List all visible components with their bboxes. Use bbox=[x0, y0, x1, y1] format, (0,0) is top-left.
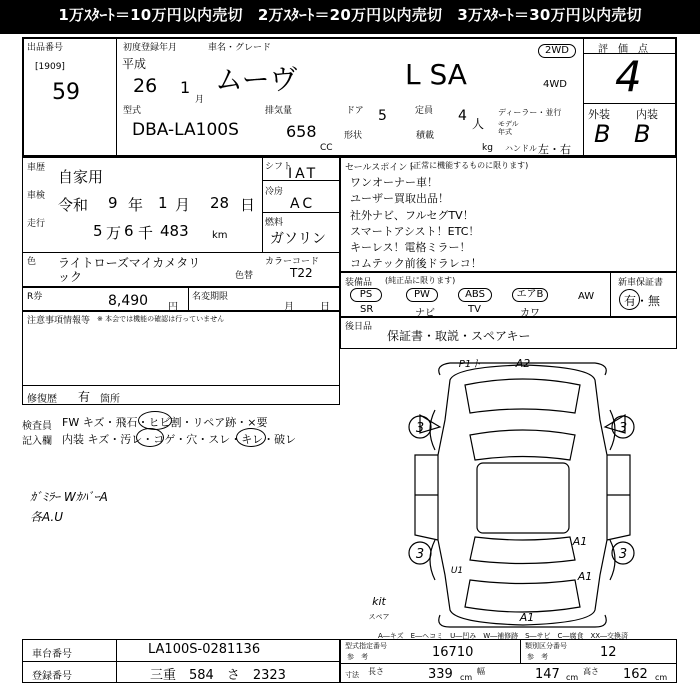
inspector-mark-scuff bbox=[236, 428, 266, 447]
meter-label: 名変期限 bbox=[192, 292, 229, 302]
recycle-unit: 円 bbox=[168, 302, 178, 313]
len-value: 339 bbox=[428, 667, 453, 682]
inspector-mark-dirt bbox=[136, 428, 164, 447]
meter-month-unit: 月 bbox=[284, 302, 294, 313]
color-value: ライトローズマイカメタリ ック bbox=[58, 256, 201, 284]
plate-label: 登録番号 bbox=[32, 671, 72, 682]
score-ext-label: 外装 bbox=[588, 108, 610, 121]
drive-4wd: 4WD bbox=[543, 79, 567, 90]
diag-c4: 3 bbox=[618, 547, 628, 562]
ac-label: 冷房 bbox=[265, 187, 284, 197]
fuel-label: 燃料 bbox=[265, 218, 284, 228]
diag-top-p: P1ト bbox=[458, 359, 482, 370]
lot-label: 出品番号 bbox=[27, 43, 64, 53]
drive-2wd: 2WD bbox=[538, 44, 576, 58]
diag-u-left: U1 bbox=[450, 566, 464, 576]
score-value: 4 bbox=[615, 52, 642, 101]
cat-ref: 参 考 bbox=[527, 653, 548, 661]
score-label: 評 価 点 bbox=[598, 44, 648, 55]
hei-label: 高さ bbox=[583, 667, 599, 676]
wid-unit: cm bbox=[566, 673, 579, 682]
model-value: DBA-LA100S bbox=[132, 120, 239, 140]
color-code-label: カラーコード bbox=[265, 257, 320, 267]
repair-value: 有 bbox=[78, 390, 91, 404]
diag-c2: 3 bbox=[618, 421, 628, 436]
meter-day-unit: 日 bbox=[320, 302, 330, 313]
chassis-label: 車台番号 bbox=[32, 649, 72, 660]
car-name-label: 車名・グレード bbox=[208, 43, 272, 53]
sales-point: コムテック前後ドラレコ！ bbox=[350, 257, 482, 271]
type-value: 16710 bbox=[432, 645, 474, 660]
plate-value: 三重 584 さ 2323 bbox=[150, 668, 286, 683]
inspection-day: 28 bbox=[210, 194, 230, 212]
mileage-p1: 5 bbox=[93, 222, 103, 240]
door-label: ドア bbox=[346, 106, 364, 116]
wid-value: 147 bbox=[535, 667, 560, 682]
mileage-p2: 6 bbox=[124, 222, 134, 240]
dealer-label: ディーラー・並行 bbox=[498, 108, 562, 117]
first-reg-year: 26 bbox=[133, 75, 158, 97]
mileage-p3: 483 bbox=[160, 222, 189, 240]
diag-c3: 3 bbox=[415, 547, 425, 562]
cat-value: 12 bbox=[600, 645, 617, 660]
warranty-value: 有・無 bbox=[624, 294, 661, 308]
diag-a-left: A1 bbox=[572, 535, 588, 548]
after-label: 後日品 bbox=[345, 322, 373, 332]
usage-value: 自家用 bbox=[58, 168, 104, 186]
cc-label: CC bbox=[320, 143, 333, 153]
equip-aw: AW bbox=[578, 291, 595, 302]
score-ext: B bbox=[594, 120, 611, 148]
cap-label: 定員 bbox=[415, 106, 434, 116]
color-label: 色 bbox=[27, 257, 37, 267]
score-int-label: 内装 bbox=[636, 108, 658, 121]
disp-label: 排気量 bbox=[265, 106, 293, 116]
shape-label: 形状 bbox=[344, 131, 363, 141]
hand-note-1: ｶﾞﾐﾗｰ WｶﾊﾞｰA bbox=[30, 490, 108, 504]
equip-pw: PW bbox=[406, 288, 438, 302]
first-reg-month: 1 bbox=[180, 78, 191, 97]
model-label: 型式 bbox=[123, 106, 142, 116]
sales-label: セールスポイント bbox=[345, 163, 417, 173]
handle-value: 左・右 bbox=[538, 143, 571, 156]
sales-point: ユーザー買取出品！ bbox=[350, 192, 449, 206]
score-int: B bbox=[634, 120, 651, 148]
equipment-label: 装備品 bbox=[345, 278, 373, 288]
repair-label: 修復歴 bbox=[27, 394, 57, 405]
car-damage-diagram bbox=[368, 355, 650, 630]
equip-navi: ナビ bbox=[415, 308, 435, 319]
recycle-label: R券 bbox=[27, 292, 43, 302]
load-label: 積載 bbox=[416, 131, 435, 141]
shift-value: IAT bbox=[288, 166, 319, 182]
disp-value: 658 bbox=[286, 122, 317, 141]
hei-value: 162 bbox=[623, 667, 648, 682]
inspection-label: 車検 bbox=[27, 191, 46, 201]
equip-airbag: エアB bbox=[512, 288, 548, 302]
sales-point: スマートアシスト！ETC！ bbox=[350, 224, 480, 238]
hei-unit: cm bbox=[655, 673, 668, 682]
equipment-sublabel: (純正品に限ります) bbox=[385, 276, 456, 285]
len-unit: cm bbox=[460, 673, 473, 682]
notes-label: 注意事項情報等 bbox=[27, 316, 91, 326]
sales-point: ワンオーナー車！ bbox=[350, 176, 438, 189]
usage-label: 車歴 bbox=[27, 163, 46, 173]
first-reg-month-unit: 月 bbox=[195, 95, 205, 105]
equip-tv: TV bbox=[468, 304, 481, 315]
car-grade: L SA bbox=[405, 58, 467, 91]
lot-tag: [1909] bbox=[35, 62, 65, 72]
wid-label: 幅 bbox=[477, 667, 485, 676]
color-change-label: 色替 bbox=[235, 271, 254, 281]
equip-sr: SR bbox=[360, 304, 374, 315]
inspection-month-unit: 月 bbox=[175, 196, 191, 214]
recycle-value: 8,490 bbox=[108, 293, 149, 309]
price-banner: 1万ｽﾀｰﾄ＝10万円以内売切 2万ｽﾀｰﾄ＝20万円以内売切 3万ｽﾀｰﾄ＝30万円以内売切 bbox=[0, 0, 700, 34]
diag-a-bottom: A1 bbox=[519, 611, 535, 624]
cap-value: 4 bbox=[458, 108, 467, 124]
notes-sublabel: ※ 本会では機能の確認は行っていません bbox=[97, 315, 225, 323]
model-year-label: モデル 年式 bbox=[498, 120, 519, 136]
first-reg-label: 初度登録年月 bbox=[123, 43, 178, 53]
warranty-label: 新車保証書 bbox=[618, 278, 664, 288]
shift-label: シフト bbox=[265, 162, 293, 172]
repair-unit: 箇所 bbox=[100, 394, 120, 405]
sales-points bbox=[350, 175, 482, 273]
inspector-mark-chip bbox=[138, 411, 172, 430]
after-value: 保証書・取説・スペアキー bbox=[387, 329, 531, 343]
ac-value: AC bbox=[290, 196, 316, 212]
diag-a-right: A1 bbox=[577, 570, 593, 583]
chassis-value: LA100S-0281136 bbox=[148, 642, 261, 657]
first-reg-era: 平成 bbox=[122, 57, 147, 71]
mileage-u1: 万 bbox=[106, 224, 122, 242]
len-label: 長さ bbox=[368, 667, 384, 676]
inspection-year: 9 bbox=[108, 194, 118, 212]
fuel-value: ガソリン bbox=[270, 231, 326, 247]
mileage-unit: km bbox=[212, 230, 228, 241]
equip-ps: PS bbox=[350, 288, 382, 302]
inspection-month: 1 bbox=[158, 194, 168, 212]
size-label: 寸法 bbox=[345, 671, 359, 679]
mileage-u2: 千 bbox=[138, 224, 154, 242]
diag-top-a: A2 bbox=[515, 357, 531, 370]
sales-point: キーレス！電格ミラー！ bbox=[350, 241, 471, 255]
inspection-year-unit: 年 bbox=[128, 196, 144, 214]
inspector-line-1: FW キズ・飛石・ヒビ割・リペア跡・×要 bbox=[62, 416, 268, 429]
car-name: ムーヴ bbox=[215, 63, 298, 96]
cat-label: 類別区分番号 bbox=[525, 642, 567, 650]
inspection-day-unit: 日 bbox=[240, 196, 256, 214]
cap-unit: 人 bbox=[472, 117, 485, 131]
diag-kit: kit bbox=[372, 595, 386, 608]
diag-c1: 3 bbox=[415, 421, 425, 436]
inspection-era: 令和 bbox=[58, 196, 89, 214]
kg-label: kg bbox=[482, 143, 493, 153]
equip-leather: カワ bbox=[520, 308, 540, 319]
door-value: 5 bbox=[378, 108, 387, 124]
damage-legend: A―キズ E―ヘコミ U―凹み W―補修跡 S―サビ C―腐食 XX―交換済 bbox=[378, 632, 629, 640]
sales-sublabel: (正常に機能するものに限ります) bbox=[410, 161, 529, 170]
sales-point: 社外ナビ、フルセグTV！ bbox=[350, 208, 474, 222]
hand-note-2: 各A.U bbox=[30, 510, 64, 524]
type-ref: 参 考 bbox=[347, 653, 368, 661]
diag-spare: スペア bbox=[368, 613, 390, 621]
handle-label: ハンドル bbox=[505, 144, 537, 153]
inspector-line-2: 内装 キズ・汚レ・コゲ・穴・スレ・キレ・破レ bbox=[62, 433, 297, 446]
type-label: 型式指定番号 bbox=[345, 642, 387, 650]
color-code: T22 bbox=[290, 266, 313, 280]
inspector-label-2: 記入欄 bbox=[22, 436, 52, 447]
equip-abs: ABS bbox=[458, 288, 492, 302]
lot-number: 59 bbox=[52, 80, 80, 105]
mileage-label: 走行 bbox=[27, 219, 46, 229]
inspector-label-1: 検査員 bbox=[22, 421, 52, 432]
warranty-circle bbox=[619, 289, 640, 310]
